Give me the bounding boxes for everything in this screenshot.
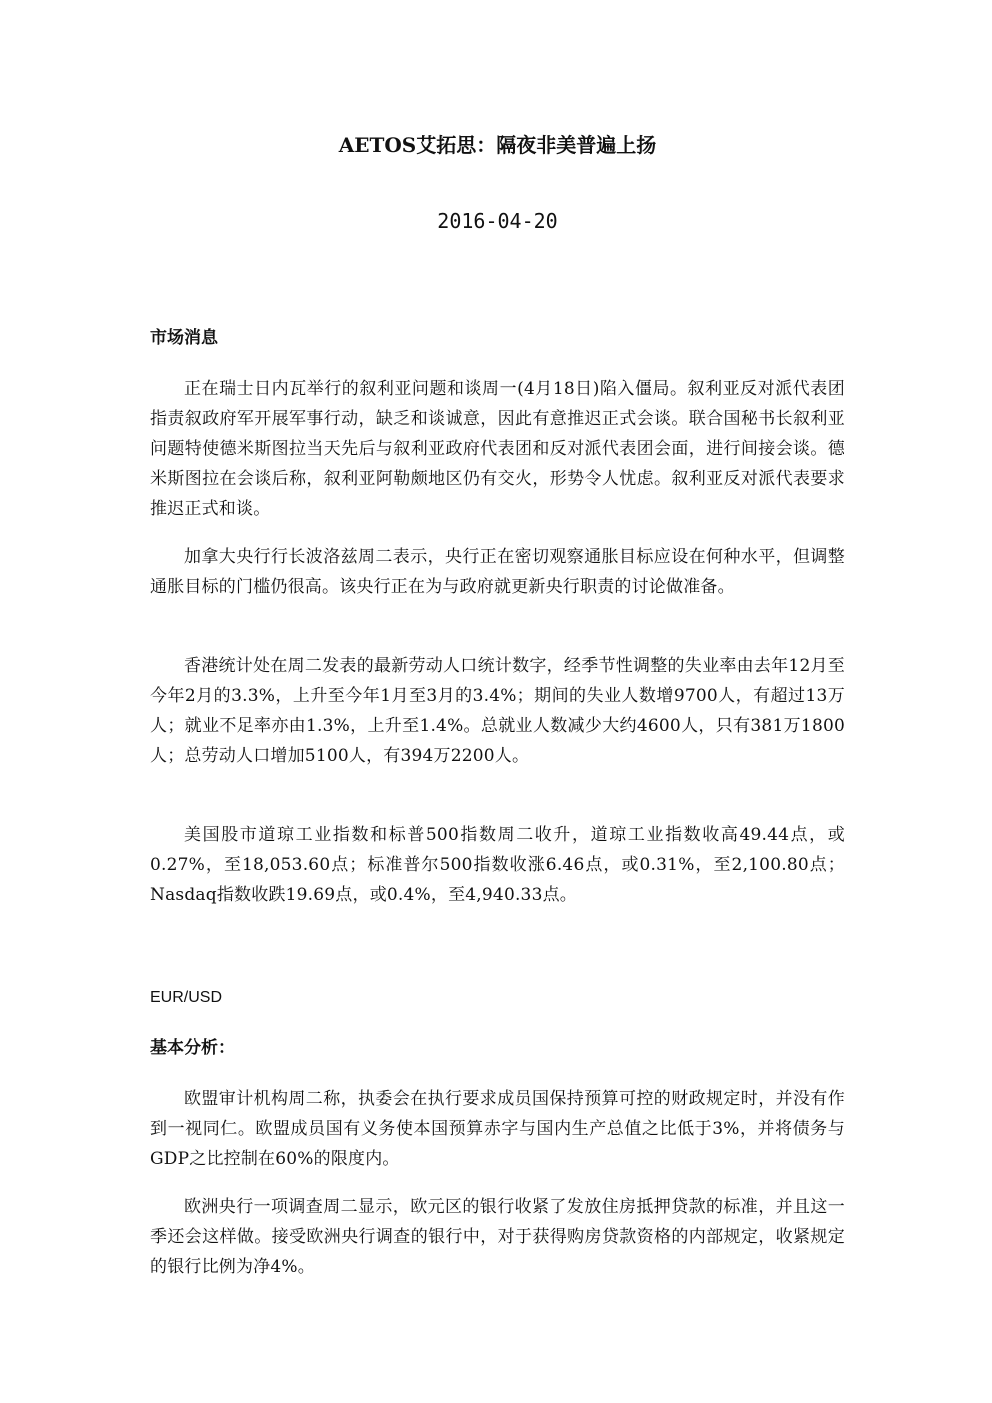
section-heading-market-news: 市场消息 <box>150 328 218 348</box>
document-date: 2016-04-20 <box>437 209 558 233</box>
paragraph-syria-talks: 正在瑞士日内瓦举行的叙利亚问题和谈周一(4月18日)陷入僵局。叙利亚反对派代表团指责叙政府军开展军事行动，缺乏和谈诚意，因此有意推迟正式会谈。联合国秘书长叙利亚问题特使德米斯图拉当天先后与叙利亚政府代表团和反对派代表团会面，进行间接会谈。德米斯图拉在会谈后称，叙利亚阿勒颇地区仍有交火，形势令人忧虑。叙利亚反对派代表要求推迟正式和谈。 <box>150 379 845 519</box>
paragraph-hong-kong-labour: 香港统计处在周二发表的最新劳动人口统计数字，经季节性调整的失业率由去年12月至今年2月的3.3%，上升至今年1月至3月的3.4%；期间的失业人数增9700人，有超过13万人；就业不足率亦由1.3%，上升至1.4%。总就业人数减少大约4600人，只有381万1800人；总劳动人口增加5100人，有394万2200人。 <box>150 656 845 766</box>
currency-pair-label: EUR/USD <box>150 989 223 1006</box>
section-heading-fundamental-analysis: 基本分析： <box>150 1038 235 1058</box>
paragraph-us-stocks: 美国股市道琼工业指数和标普500指数周二收升，道琼工业指数收高49.44点，或0.27%，至18,053.60点；标准普尔500指数收涨6.46点，或0.31%，至2,100.80点；Nasdaq指数收跌19.69点，或0.4%，至4,940.33点。 <box>150 825 845 905</box>
paragraph-eu-auditors: 欧盟审计机构周二称，执委会在执行要求成员国保持预算可控的财政规定时，并没有作到一视同仁。欧盟成员国有义务使本国预算赤字与国内生产总值之比低于3%，并将债务与GDP之比控制在60%的限度内。 <box>150 1089 845 1169</box>
paragraph-ecb-survey: 欧洲央行一项调查周二显示，欧元区的银行收紧了发放住房抵押贷款的标准，并且这一季还会这样做。接受欧洲央行调查的银行中，对于获得购房贷款资格的内部规定，收紧规定的银行比例为净4%。 <box>150 1197 845 1277</box>
paragraph-bank-of-canada: 加拿大央行行长波洛兹周二表示，央行正在密切观察通胀目标应设在何种水平，但调整通胀目标的门槛仍很高。该央行正在为与政府就更新央行职责的讨论做准备。 <box>150 547 845 597</box>
document-title: AETOS艾拓思：隔夜非美普遍上扬 <box>338 133 657 157</box>
